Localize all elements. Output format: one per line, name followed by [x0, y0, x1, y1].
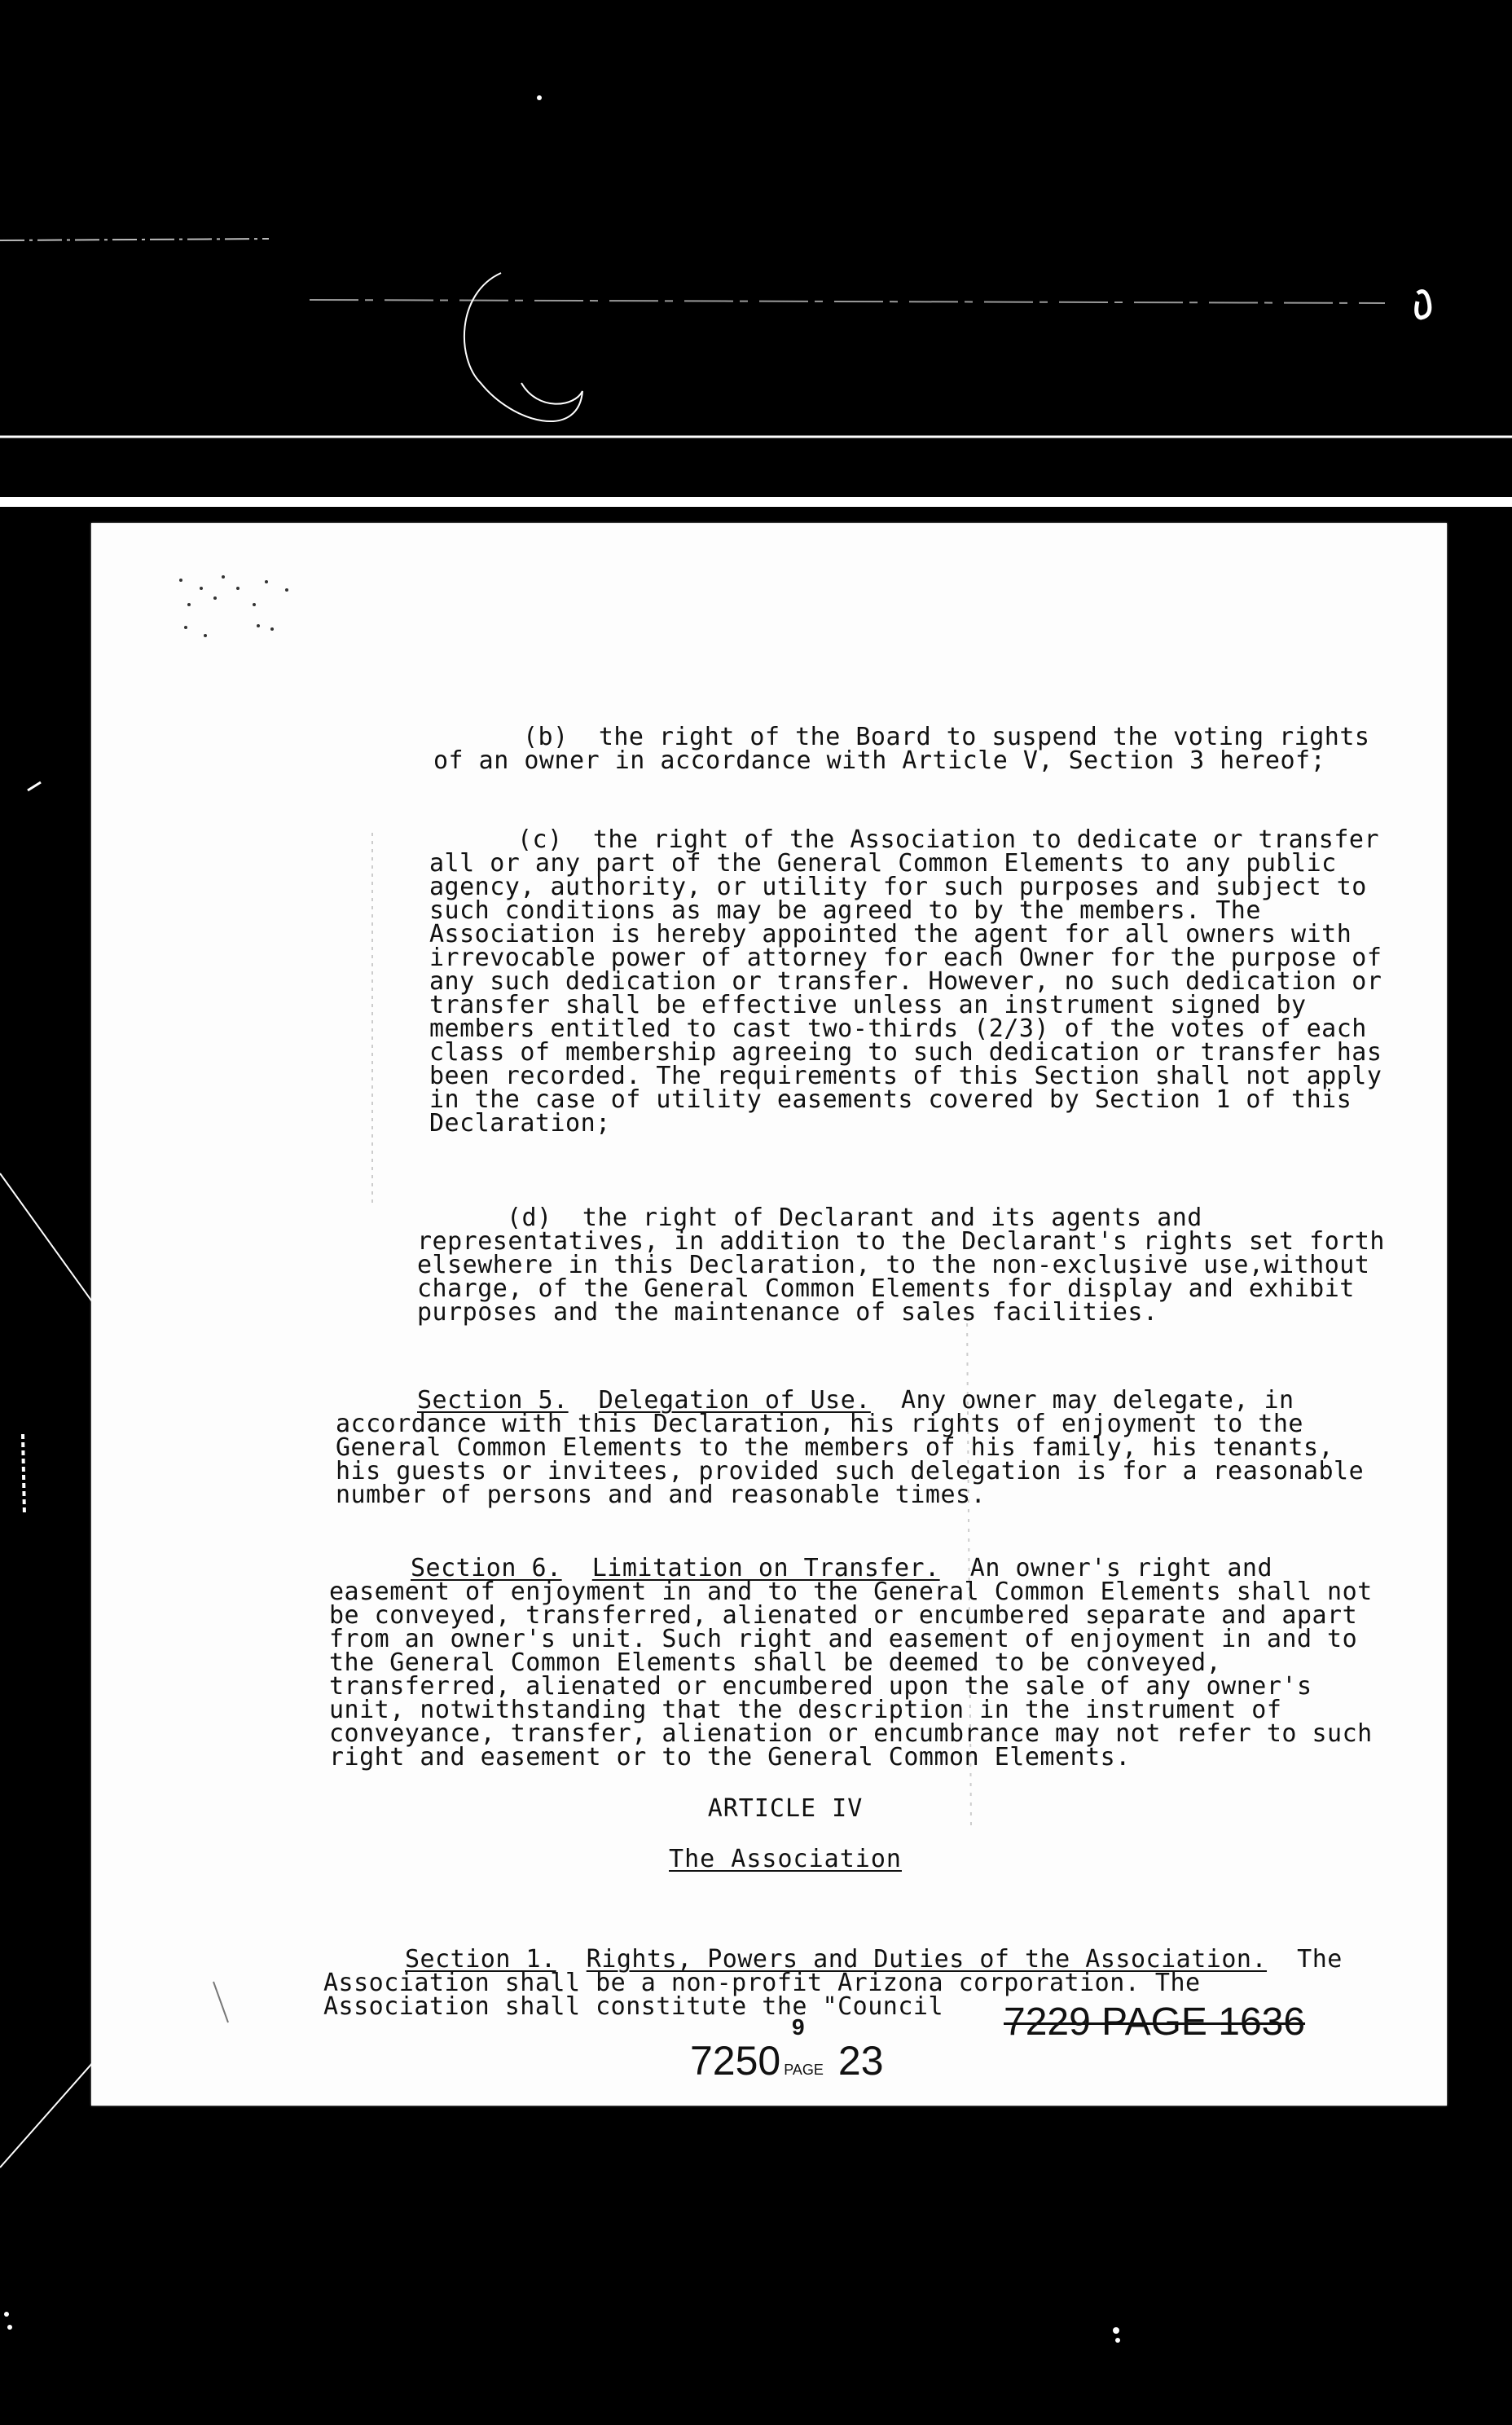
article-subheading: The Association — [669, 1845, 902, 1873]
section-6-title: Limitation on Transfer. — [591, 1554, 940, 1582]
paragraph-b-text: the right of the Board to suspend the voting rights of an owner in accordance with Article V, Section 3 hereof; — [433, 723, 1386, 775]
paragraph-d-text: the right of Declarant and its agents and representatives, in addition to the Declarant's rights set forth elsewhere in this Declaration, to the non-exclusive use,without charge, of the General Common Elements for display and exhibit purposes and the maintenance of sales facilities. — [417, 1204, 1400, 1327]
section-6 — [329, 1509, 1388, 1816]
page-number: 9 — [792, 2014, 805, 2040]
section-6-text: An owner's right and easement of enjoyment in and to the General Common Elements shall not be conveyed, transferred, alienated or encumbered separate and apart from an owner's unit. Such right and easement of enjoyment in and to the General Common Elements shall be deemed to be conveyed, transferred, alienated or encumbered upon the sale of any owner's unit, notwithstanding that the description in the instrument of conveyance, transfer, alienation or encumbrance may not refer to such right and easement or to the General Common Elements. — [329, 1554, 1388, 1771]
section-6-number: Section 6. — [411, 1554, 562, 1582]
recording-stamp-new — [690, 2037, 884, 2084]
paragraph-b-label: (b) — [523, 723, 569, 751]
recording-stamp-old-text: 7229 PAGE 1636 — [1004, 2000, 1306, 2044]
paragraph-c-text: the right of the Association to dedicate or transfer all or any part of the General Common Elements to any public agency, authority, or utility for such purposes and subject to such conditions as may be agreed to by the members. The Association is hereby appointed the agent for all owners with irrevocable power of attorney for each Owner for the purpose of any such dedication or transfer. However, no such dedication or transfer shall be effective unless an instrument signed by members entitled to cast two-thirds (2/3) of the votes of each class of membership agreeing to such dedication or transfer has been recorded. The requirements of this Section shall not apply in the case of utility easements covered by Section 1 of this Declaration; — [429, 825, 1397, 1138]
section-1-number: Section 1. — [405, 1945, 556, 1974]
document-page — [91, 523, 1447, 2106]
section-5-number: Section 5. — [417, 1386, 569, 1415]
paragraph-d — [417, 1159, 1400, 1371]
paragraph-d-label: (d) — [507, 1204, 552, 1232]
article-heading: ARTICLE IV — [707, 1794, 864, 1823]
section-1-text: The Association shall be a non-profit Arizona corporation. The Association shall constitute the "Council — [323, 1945, 1358, 2021]
recording-stamp-page-label: PAGE — [784, 2062, 824, 2078]
section-1-title: Rights, Powers and Duties of the Association. — [586, 1945, 1268, 1974]
paragraph-c-label: (c) — [517, 825, 563, 854]
recording-stamp-page: 23 — [837, 2038, 884, 2084]
paragraph-c — [429, 781, 1399, 1182]
section-5-title: Delegation of Use. — [598, 1386, 871, 1415]
recording-stamp-book: 7250 — [690, 2038, 781, 2084]
recording-stamp-old — [1004, 2000, 1305, 2044]
section-5-text: Any owner may delegate, in accordance with this Declaration, his rights of enjoyment to the General Common Elements to the members of his family, his tenants, his guests or invitees, provided such delegation is for a reasonable number of persons and and reasonable times. — [336, 1386, 1379, 1509]
